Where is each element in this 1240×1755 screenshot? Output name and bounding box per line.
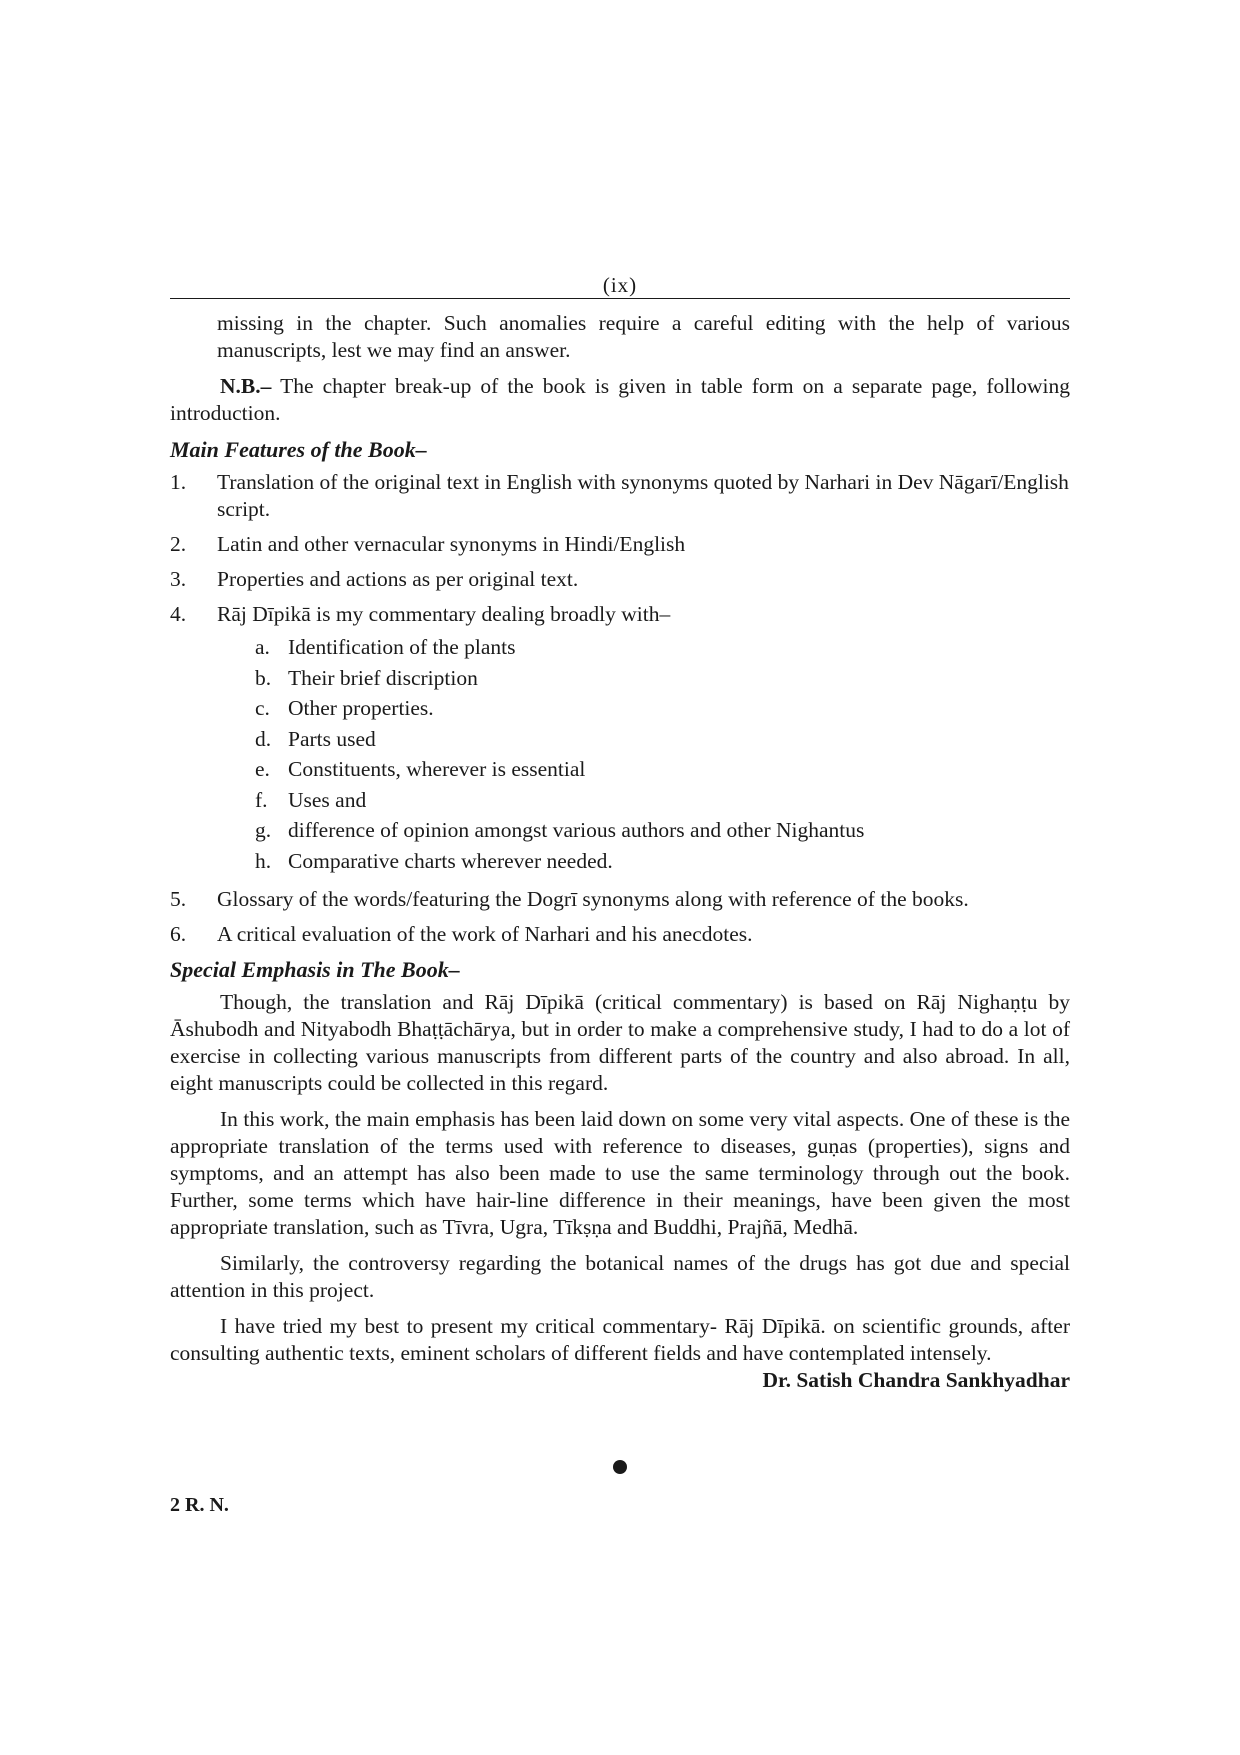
sublist-letter: d. [255, 726, 272, 751]
sublist-item [255, 756, 1070, 783]
sublist-item [255, 665, 1070, 692]
emphasis-paragraph: Similarly, the controversy regarding the botanical names of the drugs has got due and special attention in this project. [170, 1251, 1070, 1302]
sublist-text: difference of opinion amongst various authors and other Nighantus [288, 818, 865, 842]
signature-mark: 2 R. N. [170, 1494, 229, 1516]
header-rule [170, 298, 1070, 299]
sublist-item [255, 848, 1070, 875]
emphasis-paragraph: In this work, the main emphasis has been laid down on some very vital aspects. One of these is the appropriate translation of the terms used with reference to diseases, guṇas (properties), signs and symptoms, and an attempt has also been made to use the same terminology through out the book. Further, some terms which have hair-line difference in their meanings, have been given the most appropriate translation, such as Tīvra, Ugra, Tīkṣṇa and Buddhi, Prajñā, Medhā. [170, 1107, 1070, 1239]
continued-paragraph: missing in the chapter. Such anomalies require a careful editing with the help of various manuscripts, lest we may find an answer. [217, 311, 1070, 362]
sublist-item [255, 726, 1070, 753]
author-signature: Dr. Satish Chandra Sankhyadhar [762, 1368, 1070, 1392]
sublist-letter: b. [255, 665, 272, 690]
sublist-item [255, 695, 1070, 722]
sublist-item [255, 787, 1070, 814]
nb-text: The chapter break-up of the book is given in table form on a separate page, following introduction. [170, 374, 1070, 425]
list-item-text: Rāj Dīpikā is my commentary dealing broadly with– [217, 602, 671, 626]
commentary-sublist [255, 634, 1070, 875]
list-item [170, 469, 1070, 523]
special-emphasis-heading: Special Emphasis in The Book– [170, 957, 460, 982]
bullet-dot-icon [613, 1460, 627, 1474]
list-number: 2. [170, 532, 187, 556]
list-number: 5. [170, 887, 187, 911]
main-features-heading: Main Features of the Book– [170, 437, 427, 462]
list-item-text: Latin and other vernacular synonyms in Hindi/English [217, 532, 686, 556]
list-item [170, 886, 1070, 913]
nb-paragraph [170, 373, 1070, 427]
sublist-letter: f. [255, 787, 268, 812]
list-number: 1. [170, 470, 187, 494]
sublist-text: Comparative charts wherever needed. [288, 848, 613, 873]
list-item [170, 921, 1070, 948]
list-item [170, 566, 1070, 593]
sublist-text: Other properties. [288, 696, 434, 720]
list-item [170, 531, 1070, 558]
list-number: 3. [170, 567, 187, 591]
nb-label: N.B.– [220, 374, 272, 398]
sublist-letter: c. [255, 696, 270, 720]
sublist-text: Uses and [288, 787, 367, 812]
sublist-text: Parts used [288, 726, 376, 751]
sublist-item [255, 634, 1070, 661]
emphasis-paragraph: I have tried my best to present my critical commentary- Rāj Dīpikā. on scientific grounds, after consulting authentic texts, eminent scholars of different fields and have contemplated intensely. [170, 1314, 1070, 1365]
list-item-text: A critical evaluation of the work of Narhari and his anecdotes. [217, 922, 753, 946]
sublist-letter: g. [255, 818, 272, 842]
list-item [170, 601, 1070, 878]
sublist-item [255, 817, 1070, 844]
list-number: 6. [170, 922, 187, 946]
sublist-text: Identification of the plants [288, 635, 516, 659]
sublist-letter: h. [255, 848, 272, 873]
list-number: 4. [170, 602, 187, 626]
list-item-text: Properties and actions as per original text. [217, 567, 579, 591]
main-features-list [170, 469, 1070, 948]
sublist-letter: a. [255, 635, 270, 659]
sublist-letter: e. [255, 757, 270, 781]
page-body [170, 272, 1070, 1394]
sublist-text: Constituents, wherever is essential [288, 757, 586, 781]
list-item-with-sublist [217, 601, 1070, 878]
emphasis-paragraph: Though, the translation and Rāj Dīpikā (critical commentary) is based on Rāj Nighaṇṭu by Āshubodh and Nityabodh Bhaṭṭāchārya, but in order to make a comprehensive study, I had to do a lot of exercise in collecting various manuscripts from different parts of the country and also abroad. In all, eight manuscripts could be collected in this regard. [170, 990, 1070, 1095]
sublist-text: Their brief discription [288, 665, 478, 690]
list-item-text: Translation of the original text in English with synonyms quoted by Narhari in Dev Nāgarī/English script. [217, 470, 1069, 521]
list-item-text: Glossary of the words/featuring the Dogrī synonyms along with reference of the books. [217, 887, 969, 911]
running-head-page-number: (ix) [602, 273, 638, 297]
